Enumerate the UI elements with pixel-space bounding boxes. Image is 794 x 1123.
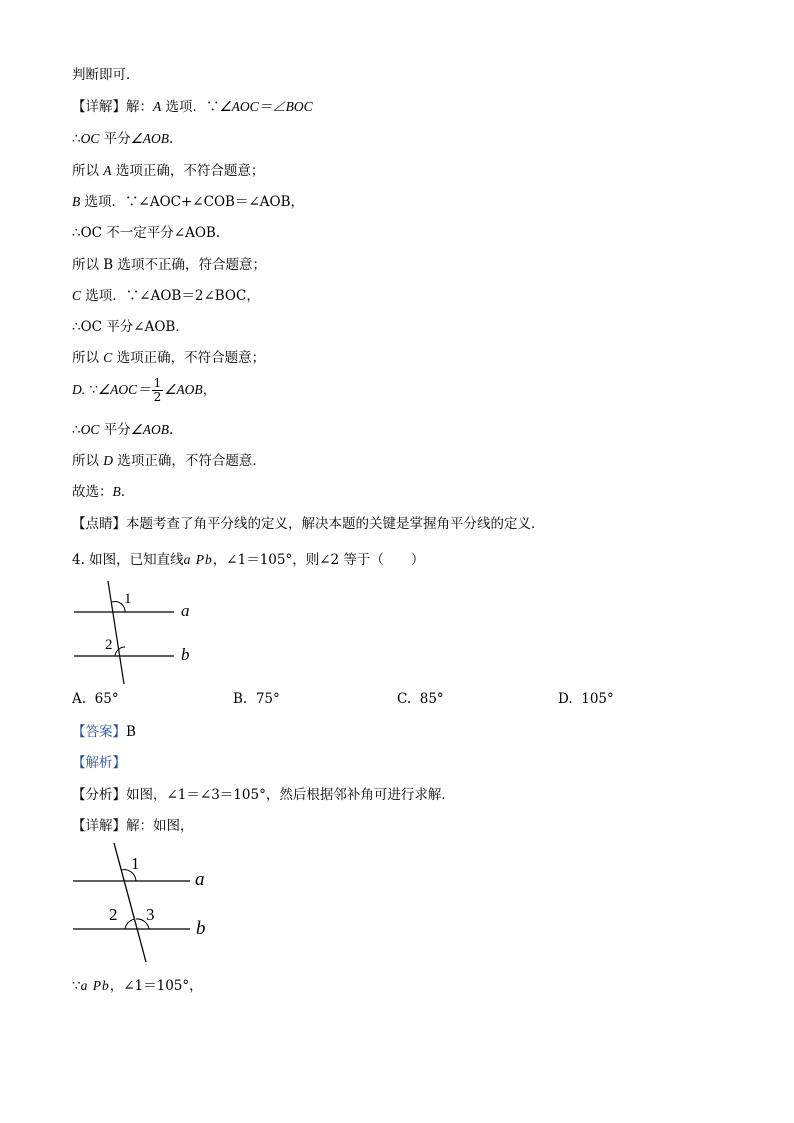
fraction-line: D. ∵∠AOC＝ $\frac{1}{2}$ ∠AOB，	[72, 376, 217, 404]
option-d: D. 105°	[558, 691, 614, 707]
angle-2-label: 2	[105, 637, 113, 653]
analysis-tag: 【解析】	[72, 755, 126, 771]
text-line: ∴OC 平分∠AOB．	[72, 319, 189, 335]
detail-line: 【详解】解：A 选项．∵∠AOC＝∠BOC	[72, 99, 313, 115]
text-line: ∴OC 平分∠AOB.	[72, 131, 174, 147]
text-line: 所以 C 选项正确，不符合题意；	[72, 350, 266, 366]
answer-tag: 【答案】	[72, 724, 126, 740]
answer-line	[72, 723, 136, 741]
line-a-label: a	[181, 601, 190, 620]
angle-1-label: 1	[124, 591, 132, 607]
fenxi-line: 【分析】如图，∠1＝∠3＝105°，然后根据邻补角可进行求解．	[72, 787, 455, 803]
detail-tag: 【详解】	[72, 99, 126, 115]
parallel-lines-figure-2	[68, 840, 218, 966]
detail-tag-2: 【详解】	[72, 818, 126, 834]
text-line: ∴OC 平分∠AOB.	[72, 422, 174, 438]
question-line: 4. 如图，已知直线a Pb，∠1＝105°，则∠2 等于（ ）	[72, 552, 425, 568]
fenxi-tag: 【分析】	[72, 787, 126, 803]
text-line: 所以 B 选项不正确，符合题意；	[72, 257, 267, 273]
text-line: 所以 A 选项正确，不符合题意；	[72, 163, 265, 179]
text-line: 故选：B.	[72, 484, 126, 500]
line-b-label-2: b	[196, 918, 206, 939]
parallel-lines-figure-1	[68, 578, 208, 688]
analysis-line	[72, 754, 126, 772]
line-a-label-2: a	[195, 869, 205, 890]
text-line: C 选项．∵∠AOB＝2∠BOC，	[72, 288, 260, 304]
angle-2-label-2: 2	[109, 905, 118, 924]
detail-line-2: 【详解】解：如图，	[72, 818, 194, 834]
text-line: ∴OC 不一定平分∠AOB．	[72, 225, 230, 241]
text-line: ∵a Pb，∠1＝105°，	[72, 978, 203, 994]
line-b-label: b	[181, 645, 190, 664]
remark-tag: 【点睛】	[72, 516, 126, 532]
text-line: B 选项．∵∠AOC+∠COB＝∠AOB，	[72, 194, 304, 210]
text-line: 判断即可．	[72, 67, 140, 83]
option-b: B. 75°	[233, 691, 280, 707]
fraction: $\frac{1}{2}$	[153, 376, 162, 404]
answer-value: B	[126, 724, 136, 740]
option-c: C. 85°	[397, 691, 444, 707]
remark-line: 【点睛】本题考查了角平分线的定义，解决本题的关键是掌握角平分线的定义．	[72, 516, 545, 532]
text-line: 所以 D 选项正确，不符合题意．	[72, 453, 266, 469]
option-a: A. 65°	[72, 691, 119, 707]
angle-3-label: 3	[146, 905, 155, 924]
angle-1-label-2: 1	[131, 854, 140, 873]
